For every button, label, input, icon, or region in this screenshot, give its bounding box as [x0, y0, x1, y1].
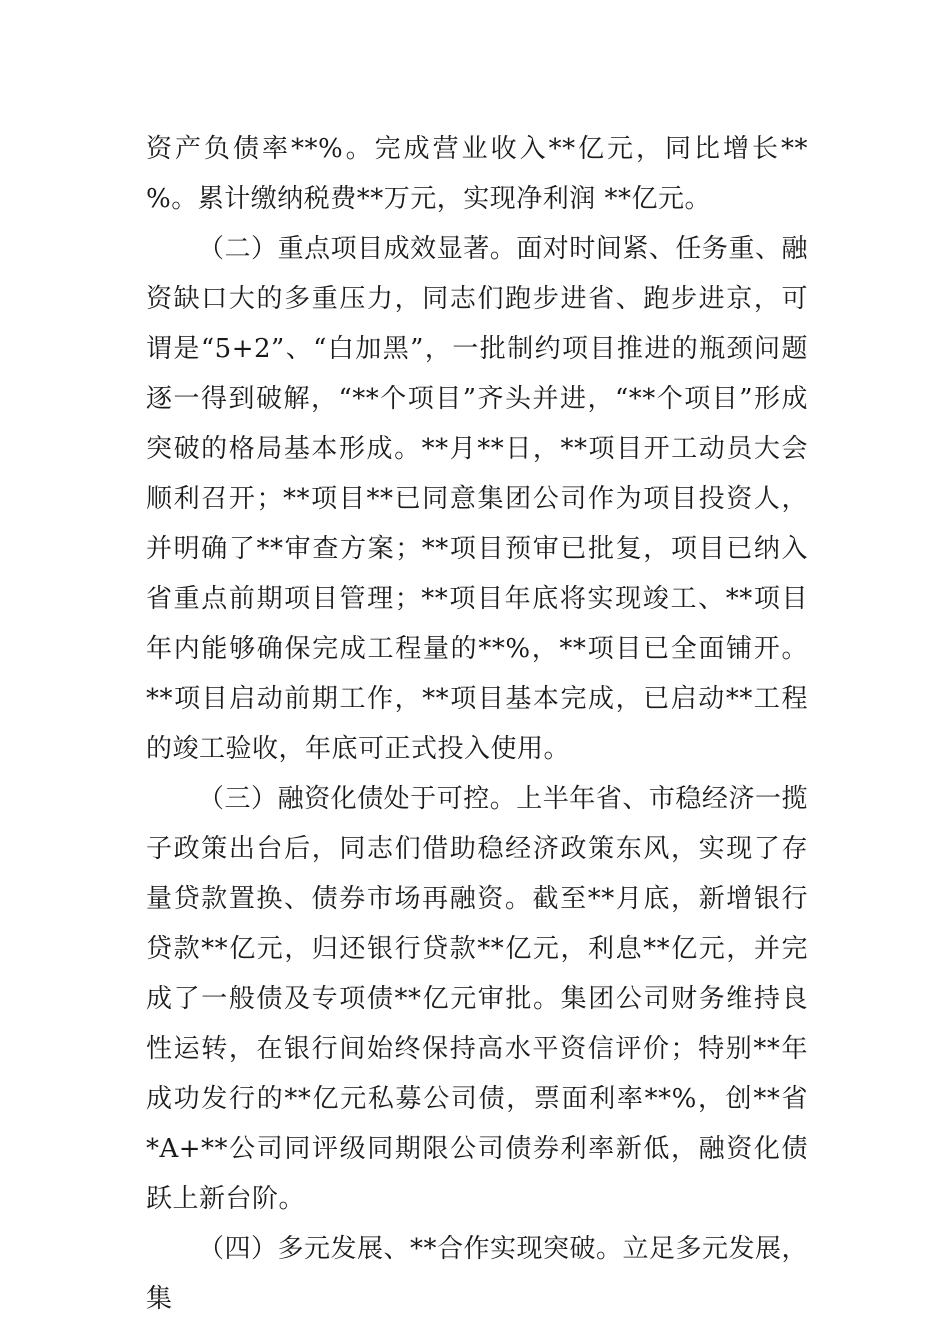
paragraph-financing-debt: （三）融资化债处于可控。上半年省、市稳经济一揽子政策出台后，同志们借助稳经济政策东风，实现了存量贷款置换、债券市场再融资。截至**月底，新增银行贷款**亿元，归还银行贷款**亿元，利息**亿元，并完成了一般债及专项债**亿元审批。集团公司财务维持良性运转，在银行间始终保持高水平资信评价；特别**年成功发行的**亿元私募公司债，票面利率**%，创**省*A+**公司同评级同期限公司债券利率新低，融资化债跃上新台阶。: [146, 784, 808, 1214]
paragraph-diversified-development: （四）多元发展、**合作实现突破。立足多元发展，集: [146, 1234, 809, 1314]
paragraph-key-projects: （二）重点项目成效显著。面对时间紧、任务重、融资缺口大的多重压力，同志们跑步进省、跑步进京，可谓是“5+2”、“白加黑”，一批制约项目推进的瓶颈问题逐一得到破解，“**个项目”齐头并进，“**个项目”形成突破的格局基本形成。**月**日，**项目开工动员大会顺利召开；**项目**已同意集团公司作为项目投资人，并明确了**审查方案；**项目预审已批复，项目已纳入省重点前期项目管理；**项目年底将实现竣工、**项目年内能够确保完成工程量的**%，**项目已全面铺开。**项目启动前期工作，**项目基本完成，已启动**工程的竣工验收，年底可正式投入使用。: [146, 234, 808, 764]
paragraph-financial-summary: 资产负债率**%。完成营业收入**亿元，同比增长** %。累计缴纳税费**万元，实现净利润 **亿元。: [146, 134, 808, 214]
body-text: [146, 124, 808, 1324]
